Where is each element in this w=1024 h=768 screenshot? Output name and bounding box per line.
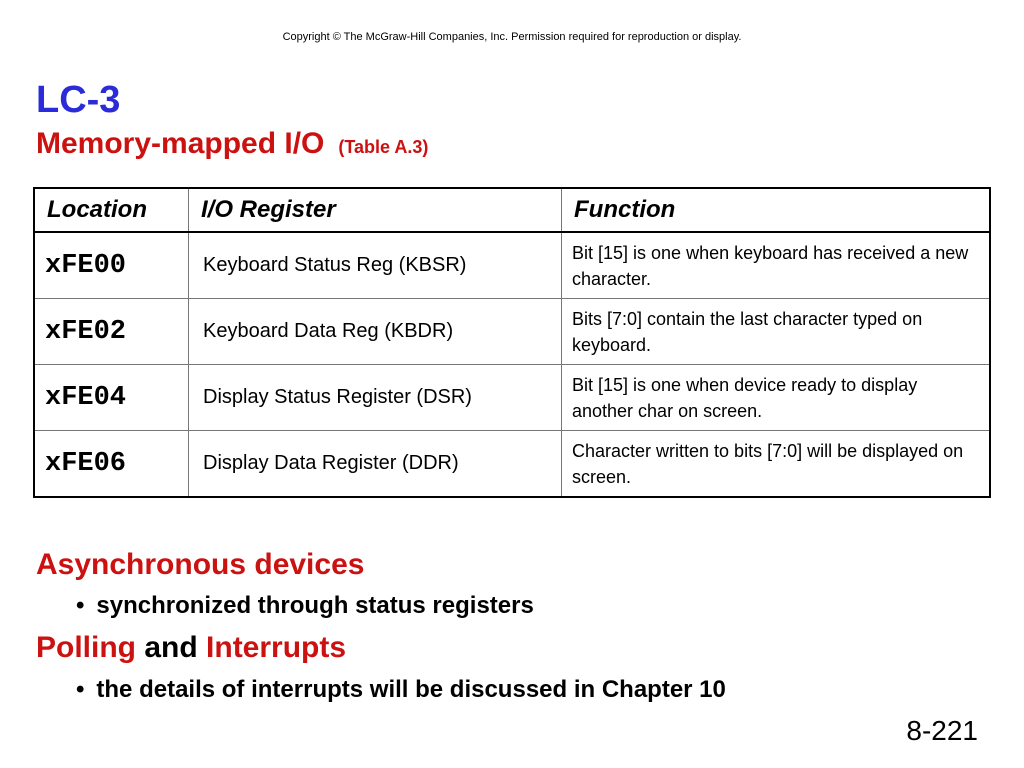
heading-and: and [144, 631, 198, 664]
table-header-row [34, 188, 990, 232]
cell-register: Display Status Register (DSR) [189, 365, 562, 431]
heading-polling: Polling [36, 631, 136, 664]
table-row [34, 365, 990, 431]
slide-title: LC-3 [36, 79, 121, 121]
cell-register: Display Data Register (DDR) [189, 431, 562, 498]
header-location: Location [34, 188, 189, 232]
cell-function: Bit [15] is one when device ready to display another char on screen. [562, 365, 991, 431]
copyright-notice: Copyright © The McGraw-Hill Companies, Inc. Permission required for reproduction or display. [282, 31, 742, 43]
table-row [34, 431, 990, 498]
cell-location: xFE02 [34, 299, 189, 365]
bullet-item [76, 591, 534, 621]
cell-register: Keyboard Data Reg (KBDR) [189, 299, 562, 365]
page-number: 8-221 [906, 715, 978, 746]
bullet-item [76, 675, 726, 705]
header-io-register: I/O Register [189, 188, 562, 232]
section-heading-async: Asynchronous devices [36, 548, 365, 581]
table-row [34, 232, 990, 299]
cell-function: Bits [7:0] contain the last character typed on keyboard. [562, 299, 991, 365]
slide-subtitle [36, 124, 428, 167]
bullet-text: the details of interrupts will be discussed in Chapter 10 [96, 676, 726, 703]
bullet-dot: • [76, 676, 85, 703]
bullet-text: synchronized through status registers [96, 592, 534, 619]
cell-location: xFE04 [34, 365, 189, 431]
cell-register: Keyboard Status Reg (KBSR) [189, 232, 562, 299]
subtitle-text: Memory-mapped I/O [36, 127, 325, 160]
cell-location: xFE06 [34, 431, 189, 498]
cell-location: xFE00 [34, 232, 189, 299]
section-heading-polling [36, 629, 346, 667]
bullet-dot: • [76, 592, 85, 619]
table-row [34, 299, 990, 365]
header-function: Function [562, 188, 991, 232]
memory-mapped-io-table [33, 187, 991, 498]
cell-function: Bit [15] is one when keyboard has received a new character. [562, 232, 991, 299]
heading-interrupts: Interrupts [206, 631, 347, 664]
cell-function: Character written to bits [7:0] will be displayed on screen. [562, 431, 991, 498]
table-reference: (Table A.3) [338, 137, 429, 157]
